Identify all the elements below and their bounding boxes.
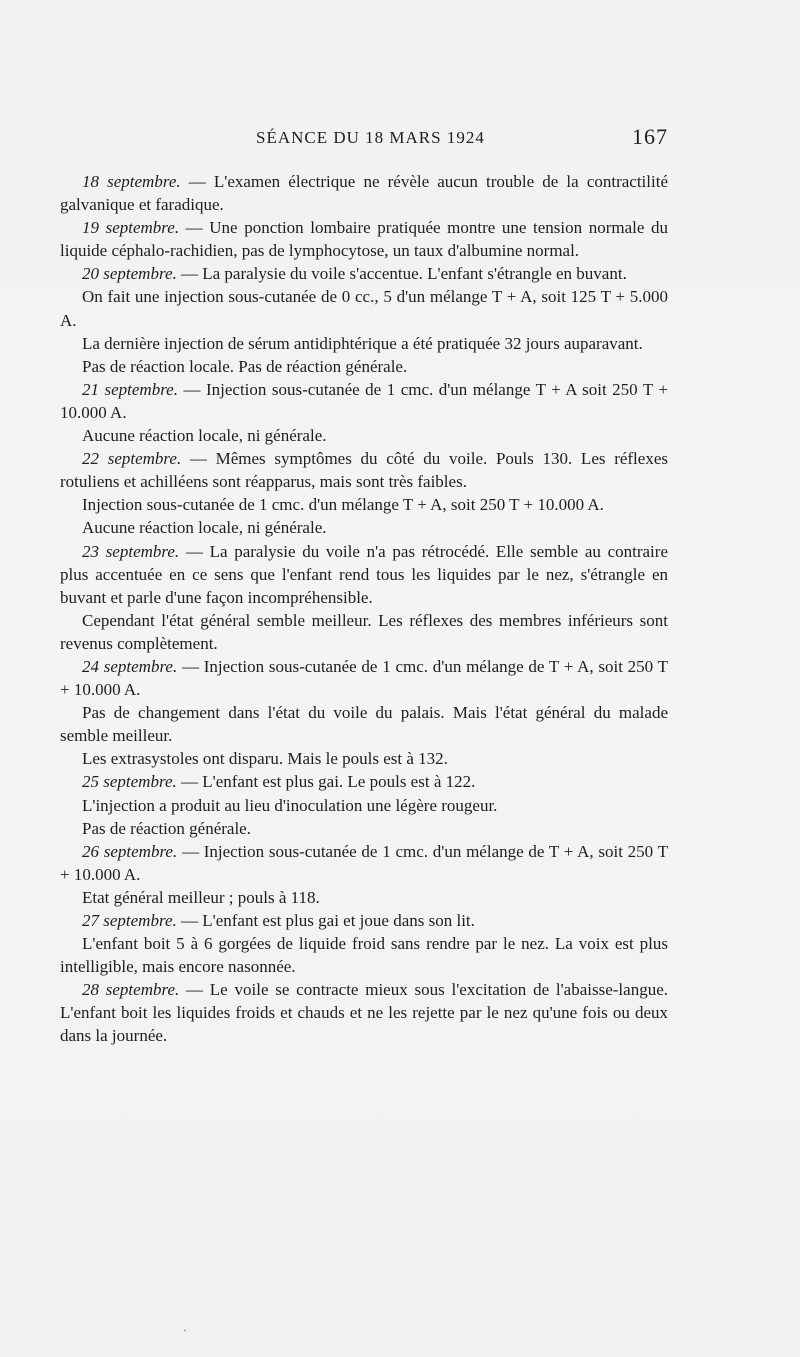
- paragraph: [60, 609, 668, 655]
- paragraph-text: Pas de changement dans l'état du voile du palais. Mais l'état général du malade semble meilleur.: [60, 703, 668, 746]
- paragraph: [60, 170, 668, 216]
- paragraph-text: Cependant l'état général semble meilleur. Les réflexes des membres inférieurs sont revenus complètement.: [60, 610, 668, 653]
- paragraph-text: — L'enfant est plus gai et joue dans son lit.: [176, 911, 475, 930]
- paragraph: [60, 747, 668, 770]
- paragraph-text: — Mêmes symptômes du côté du voile. Pouls 130. Les réflexes rotuliens et achilléens sont réapparus, mais sont très faibles.: [60, 449, 668, 492]
- paragraph: [60, 840, 668, 886]
- entry-date: 18 septembre.: [82, 172, 181, 191]
- paragraph-text: Injection sous-cutanée de 1 cmc. d'un mélange T + A, soit 250 T + 10.000 A.: [82, 495, 604, 515]
- paragraph: [60, 770, 668, 793]
- paragraph: [60, 493, 668, 516]
- paragraph-text: L'enfant boit 5 à 6 gorgées de liquide froid sans rendre par le nez. La voix est plus intelligible, mais encore nasonnée.: [60, 934, 668, 977]
- paragraph-text: — Le voile se contracte mieux sous l'excitation de l'abaisse-langue. L'enfant boit les liquides froids et chauds et ne les rejette par le nez qu'une fois ou deux dans la journée.: [60, 980, 668, 1046]
- paragraph: [60, 262, 668, 285]
- paragraph: [60, 978, 668, 1047]
- entry-date: 23 septembre.: [82, 541, 180, 561]
- paragraph-text: L'injection a produit au lieu d'inoculation une légère rougeur.: [82, 795, 498, 815]
- paragraph: [60, 332, 668, 355]
- paragraph-text: — L'enfant est plus gai. Le pouls est à 122.: [176, 772, 476, 792]
- paragraph-text: Pas de réaction locale. Pas de réaction générale.: [82, 356, 408, 376]
- paragraph-text: — La paralysie du voile n'a pas rétrocédé. Elle semble au contraire plus accentuée en ce sens que l'enfant rend tous les liquides par le nez, s'étrangle en buvant et parle d'une façon incompréhensible.: [60, 541, 668, 607]
- entry-date: 19 septembre.: [82, 218, 180, 238]
- entry-date: 21 septembre.: [82, 379, 178, 399]
- paragraph-text: On fait une injection sous-cutanée de 0 cc., 5 d'un mélange T + A, soit 125 T + 5.000 A.: [60, 287, 668, 330]
- paragraph: [60, 932, 668, 978]
- paragraph: [60, 817, 668, 840]
- entry-date: 26 septembre.: [82, 841, 178, 861]
- paragraph-text: Etat général meilleur ; pouls à 118.: [82, 887, 320, 907]
- paragraph-text: Aucune réaction locale, ni générale.: [82, 518, 327, 538]
- paragraph-text: — Injection sous-cutanée de 1 cmc. d'un mélange de T + A, soit 250 T + 10.000 A.: [60, 841, 668, 884]
- paragraph: [60, 378, 668, 424]
- paragraph-text: Les extrasystoles ont disparu. Mais le pouls est à 132.: [82, 749, 448, 769]
- paragraph: [60, 701, 668, 747]
- paragraph-text: Pas de réaction générale.: [82, 818, 251, 838]
- paragraph-text: — Injection sous-cutanée de 1 cmc. d'un mélange T + A soit 250 T + 10.000 A.: [60, 379, 668, 422]
- paragraph-text: — Injection sous-cutanée de 1 cmc. d'un mélange de T + A, soit 250 T + 10.000 A.: [60, 656, 668, 700]
- paragraph-text: — La paralysie du voile s'accentue. L'enfant s'étrangle en buvant.: [176, 264, 627, 284]
- paragraph-text: — L'examen électrique ne révèle aucun trouble de la contractilité galvanique et faradique.: [60, 172, 668, 215]
- entry-date: 28 septembre.: [82, 980, 180, 1000]
- entry-date: 22 septembre.: [82, 449, 182, 469]
- paragraph: [60, 355, 668, 378]
- paragraph: [60, 216, 668, 262]
- paragraph: [60, 285, 668, 331]
- page-number: 167: [632, 124, 668, 149]
- stray-mark: ˏ: [183, 1318, 187, 1332]
- paragraph: [60, 540, 668, 609]
- paragraph: [60, 424, 668, 447]
- running-head: SÉANCE DU 18 MARS 1924: [256, 128, 485, 147]
- paragraph-text: Aucune réaction locale, ni générale.: [82, 426, 327, 446]
- entry-date: 25 septembre.: [82, 772, 177, 792]
- body-text: [60, 170, 668, 1048]
- paragraph: [60, 655, 668, 701]
- page-header: [60, 124, 668, 158]
- entry-date: 27 septembre.: [82, 911, 177, 930]
- paragraph-text: La dernière injection de sérum antidiphtérique a été pratiquée 32 jours auparavant.: [82, 333, 643, 353]
- paragraph-text: — Une ponction lombaire pratiquée montre une tension normale du liquide céphalo-rachidien, pas de lymphocytose, un taux d'albumine normal.: [60, 218, 668, 261]
- paragraph: [60, 447, 668, 493]
- paragraph: [60, 909, 668, 932]
- paragraph: [60, 794, 668, 817]
- paragraph: [60, 886, 668, 909]
- entry-date: 24 septembre.: [82, 656, 178, 676]
- paragraph: [60, 516, 668, 539]
- entry-date: 20 septembre.: [82, 264, 177, 284]
